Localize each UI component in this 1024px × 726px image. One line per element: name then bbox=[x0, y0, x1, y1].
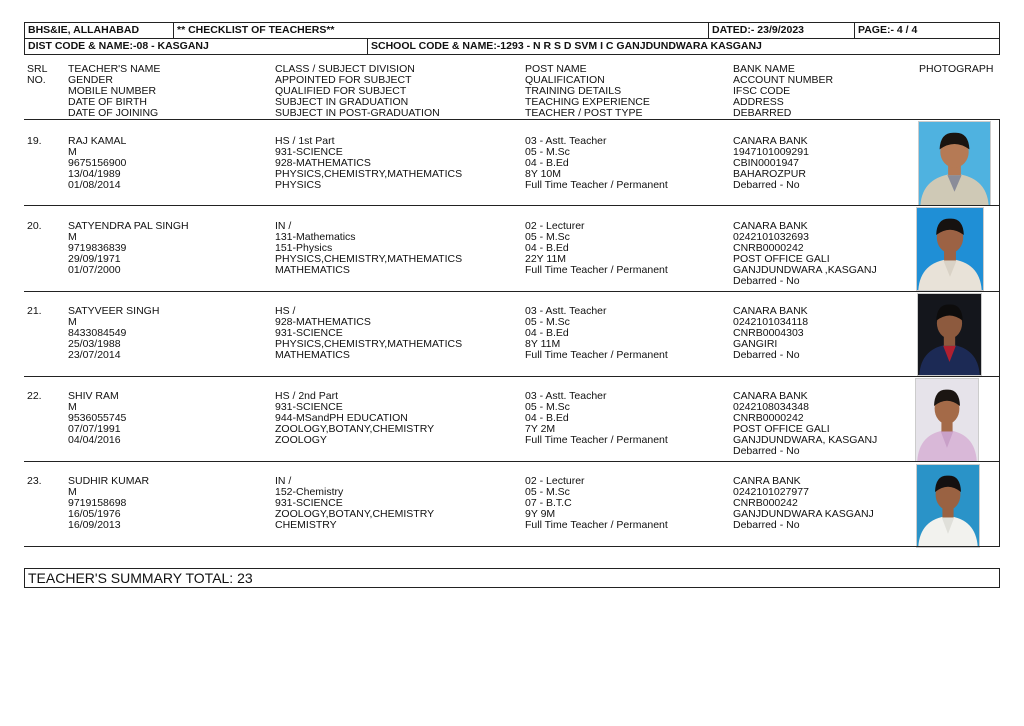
srl-number: 23. bbox=[27, 475, 42, 487]
srl-number: 19. bbox=[27, 135, 42, 147]
post-details: 02 - Lecturer 05 - M.Sc 04 - B.Ed 22Y 11M Full Time Teacher / Permanent bbox=[525, 220, 668, 276]
post-details: 03 - Astt. Teacher 05 - M.Sc 04 - B.Ed 8Y 10M Full Time Teacher / Permanent bbox=[525, 135, 668, 191]
portrait-image bbox=[917, 465, 979, 547]
portrait-image bbox=[919, 122, 990, 205]
school-info: SCHOOL CODE & NAME:-1293 - N R S D SVM I C GANJDUNDWARA KASGANJ bbox=[367, 39, 1001, 54]
subject-details: IN / 152-Chemistry 931-SCIENCE ZOOLOGY,BOTANY,CHEMISTRY CHEMISTRY bbox=[275, 475, 435, 531]
teacher-photo bbox=[917, 293, 982, 376]
bank-details: CANARA BANK 0242101032693 CNRB0000242 POST OFFICE GALI GANJDUNDWARA ,KASGANJ Debarred - No bbox=[733, 220, 877, 287]
bank-details: CANRA BANK 0242101027977 CNRB000242 GANJDUNDWARA KASGANJ Debarred - No bbox=[733, 475, 874, 531]
summary-total: TEACHER'S SUMMARY TOTAL: 23 bbox=[24, 568, 1000, 588]
header-row-2 bbox=[24, 38, 1000, 55]
post-details: 03 - Astt. Teacher 05 - M.Sc 04 - B.Ed 8Y 11M Full Time Teacher / Permanent bbox=[525, 305, 668, 361]
subject-details: HS / 2nd Part 931-SCIENCE 944-MSandPH EDUCATION ZOOLOGY,BOTANY,CHEMISTRY ZOOLOGY bbox=[275, 390, 435, 446]
teacher-details: SHIV RAM M 9536055745 07/07/1991 04/04/2016 bbox=[68, 390, 127, 446]
teacher-photo bbox=[916, 207, 984, 291]
teacher-photo bbox=[918, 121, 991, 206]
col-header-teacher: TEACHER'S NAME GENDER MOBILE NUMBER DATE OF BIRTH DATE OF JOINING bbox=[68, 63, 161, 119]
col-header-srl: SRL NO. bbox=[27, 63, 48, 86]
report-title: ** CHECKLIST OF TEACHERS** bbox=[173, 23, 733, 38]
row-divider bbox=[24, 376, 1000, 377]
table-right-border bbox=[999, 119, 1000, 546]
srl-number: 20. bbox=[27, 220, 42, 232]
header-divider bbox=[24, 119, 1000, 120]
teacher-details: RAJ KAMAL M 9675156900 13/04/1989 01/08/2014 bbox=[68, 135, 127, 191]
srl-number: 22. bbox=[27, 390, 42, 402]
teacher-photo bbox=[916, 464, 980, 548]
srl-number: 21. bbox=[27, 305, 42, 317]
portrait-image bbox=[917, 208, 983, 290]
teacher-details: SUDHIR KUMAR M 9719158698 16/05/1976 16/09/2013 bbox=[68, 475, 150, 531]
subject-details: IN / 131-Mathematics 151-Physics PHYSICS,CHEMISTRY,MATHEMATICS MATHEMATICS bbox=[275, 220, 463, 276]
teacher-details: SATYENDRA PAL SINGH M 9719836839 29/09/1971 01/07/2000 bbox=[68, 220, 189, 276]
row-divider bbox=[24, 546, 1000, 547]
row-divider bbox=[24, 291, 1000, 292]
portrait-image bbox=[916, 379, 978, 461]
report-date: DATED:- 23/9/2023 bbox=[708, 23, 854, 38]
teacher-details: SATYVEER SINGH M 8433084549 25/03/1988 23/07/2014 bbox=[68, 305, 160, 361]
page-number: PAGE:- 4 / 4 bbox=[854, 23, 1001, 38]
row-divider bbox=[24, 461, 1000, 462]
subject-details: HS / 1st Part 931-SCIENCE 928-MATHEMATICS PHYSICS,CHEMISTRY,MATHEMATICS PHYSICS bbox=[275, 135, 463, 191]
post-details: 02 - Lecturer 05 - M.Sc 07 - B.T.C 9Y 9M Full Time Teacher / Permanent bbox=[525, 475, 668, 531]
col-header-bank: BANK NAME ACCOUNT NUMBER IFSC CODE ADDRESS DEBARRED bbox=[733, 63, 834, 119]
header-row-1 bbox=[24, 22, 1000, 39]
board-name: BHS&IE, ALLAHABAD bbox=[28, 24, 140, 36]
teacher-photo bbox=[915, 378, 979, 462]
row-divider bbox=[24, 205, 1000, 206]
col-header-subject: CLASS / SUBJECT DIVISION APPOINTED FOR SUBJECT QUALIFIED FOR SUBJECT SUBJECT IN GRADUATION SUBJECT IN POST-GRADUATION bbox=[275, 63, 440, 119]
bank-details: CANARA BANK 1947101009291 CBIN0001947 BAHAROZPUR Debarred - No bbox=[733, 135, 809, 191]
post-details: 03 - Astt. Teacher 05 - M.Sc 04 - B.Ed 7Y 2M Full Time Teacher / Permanent bbox=[525, 390, 668, 446]
bank-details: CANARA BANK 0242108034348 CNRB0000242 POST OFFICE GALI GANJDUNDWARA, KASGANJ Debarred - No bbox=[733, 390, 878, 457]
portrait-image bbox=[918, 294, 981, 375]
col-header-photo: PHOTOGRAPH bbox=[919, 63, 994, 75]
bank-details: CANARA BANK 0242101034118 CNRB0004303 GANGIRI Debarred - No bbox=[733, 305, 809, 361]
col-header-post: POST NAME QUALIFICATION TRAINING DETAILS TEACHING EXPERIENCE TEACHER / POST TYPE bbox=[525, 63, 650, 119]
subject-details: HS / 928-MATHEMATICS 931-SCIENCE PHYSICS,CHEMISTRY,MATHEMATICS MATHEMATICS bbox=[275, 305, 463, 361]
district-info: DIST CODE & NAME:-08 - KASGANJ bbox=[28, 40, 209, 52]
